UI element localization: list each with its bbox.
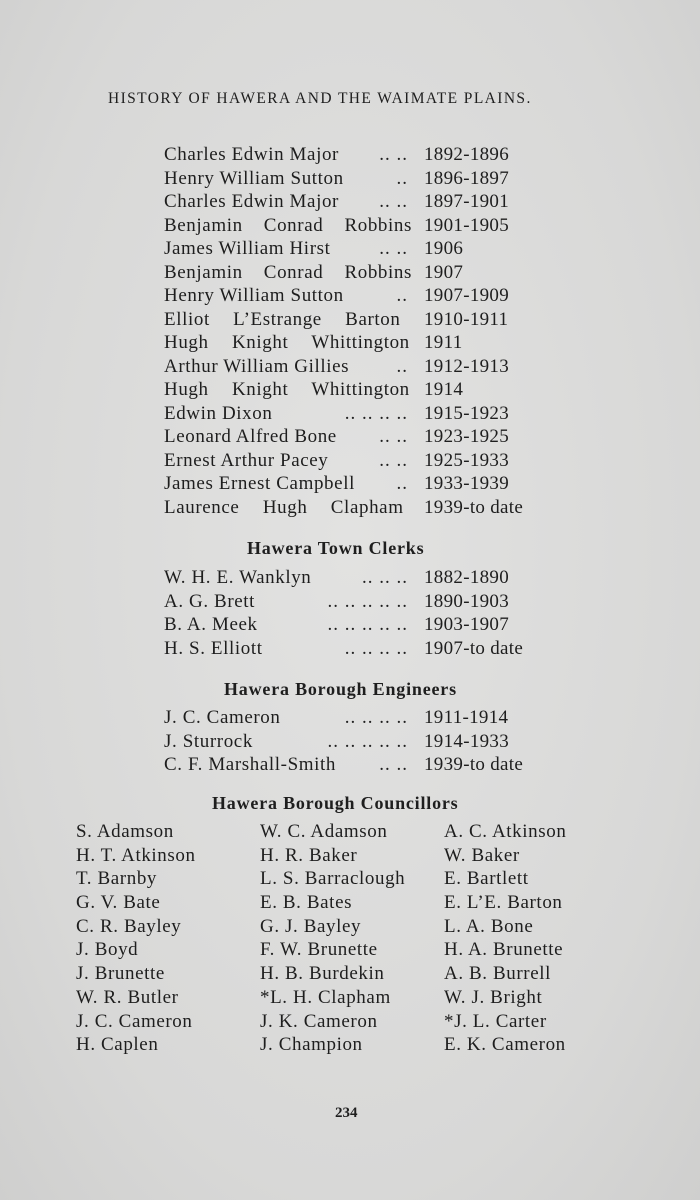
councillor-name: J. C. Cameron [76,1010,193,1032]
councillor-name: W. C. Adamson [260,821,388,842]
councillor-name: J. Champion [260,1034,363,1056]
councillor-name: E. L’E. Barton [444,892,563,914]
councillor-name: L. S. Barraclough [260,868,406,890]
councillor-name: H. A. Brunette [444,939,564,961]
person-name: H. S. Elliott [164,637,263,659]
councillor-name: W. J. Bright [444,986,543,1008]
councillor-name: G. V. Bate [76,892,161,914]
term-years: 1923-1925 [424,426,510,447]
borough-engineers-heading: Hawera Borough Engineers [224,679,457,699]
leader-dots: .. .. .. [362,567,408,588]
term-years: 1903-1907 [424,614,510,635]
leader-dots: .. [396,285,408,306]
councillor-name: S. Adamson [76,821,174,842]
term-years: 1912-1913 [424,355,510,377]
councillor-name: J. K. Cameron [260,1010,378,1032]
councillor-name: *L. H. Clapham [260,986,391,1008]
person-name: James Ernest Campbell [164,473,355,494]
councillor-name: G. J. Bayley [260,915,362,937]
term-years: 1897-1901 [424,191,510,212]
person-name: Hugh Knight Whittington [164,379,410,400]
person-name: Hugh Knight Whittington [164,332,410,353]
leader-dots: .. [396,167,408,189]
councillor-name: W. Baker [444,844,520,866]
term-years: 1914-1933 [424,730,510,752]
person-name: Laurence Hugh Clapham [164,496,404,518]
person-name: Benjamin Conrad Robbins [164,261,412,283]
councillor-name: A. C. Atkinson [444,821,567,842]
leader-dots: .. .. [379,449,408,471]
person-name: Leonard Alfred Bone [164,426,337,447]
leader-dots: .. [396,355,408,377]
councillor-name: E. Bartlett [444,868,529,890]
term-years: 1925-1933 [424,449,510,471]
councillor-name: W. R. Butler [76,986,179,1008]
person-name: Charles Edwin Major [164,191,339,212]
term-years: 1915-1923 [424,402,510,424]
term-years: 1911-1914 [424,707,509,728]
town-clerks-heading: Hawera Town Clerks [247,538,425,558]
person-name: Henry William Sutton [164,167,344,189]
councillor-name: E. B. Bates [260,892,353,914]
leader-dots: .. .. .. .. [344,637,408,659]
term-years: 1939-to date [424,754,524,775]
person-name: J. C. Cameron [164,707,281,728]
person-name: Charles Edwin Major [164,144,339,165]
term-years: 1892-1896 [424,144,510,165]
term-years: 1907-to date [424,637,524,659]
councillor-name: J. Brunette [76,963,165,985]
leader-dots: .. .. .. .. .. [327,590,408,612]
person-name: Benjamin Conrad Robbins [164,214,412,236]
councillor-name: H. Caplen [76,1034,159,1056]
person-name: Ernest Arthur Pacey [164,449,329,471]
councillors-column-1 [76,821,196,1058]
councillor-name: H. B. Burdekin [260,963,385,985]
term-years: 1907 [424,261,464,283]
leader-dots: .. .. .. .. [344,707,408,728]
leader-dots: .. .. [379,426,408,447]
term-years: 1914 [424,379,464,400]
person-name: C. F. Marshall-Smith [164,754,336,775]
term-years: 1933-1939 [424,473,510,494]
councillor-name: E. K. Cameron [444,1034,566,1056]
leader-dots: .. .. [379,238,408,259]
leader-dots: .. .. [379,191,408,212]
term-years: 1907-1909 [424,285,510,306]
term-years: 1939-to date [424,496,524,518]
leader-dots: .. .. .. .. .. [327,730,408,752]
leader-dots: .. .. [379,754,408,775]
leader-dots: .. [396,473,408,494]
term-years: 1911 [424,332,463,353]
person-name: B. A. Meek [164,614,258,635]
councillors-column-2 [260,821,405,1058]
councillor-name: F. W. Brunette [260,939,378,961]
councillor-name: J. Boyd [76,939,139,961]
councillor-name: A. B. Burrell [444,963,552,985]
person-name: W. H. E. Wanklyn [164,567,312,588]
person-name: Arthur William Gillies [164,355,350,377]
leader-dots: .. .. [379,144,408,165]
leader-dots: .. .. .. .. [344,402,408,424]
term-years: 1890-1903 [424,590,510,612]
councillor-name: H. T. Atkinson [76,844,196,866]
person-name: J. Sturrock [164,730,253,752]
term-years: 1906 [424,238,464,259]
person-name: Elliot L’Estrange Barton [164,308,401,330]
term-years: 1896-1897 [424,167,510,189]
person-name: Henry William Sutton [164,285,344,306]
term-years: 1901-1905 [424,214,510,236]
borough-councillors-heading: Hawera Borough Councillors [212,793,459,813]
running-head: HISTORY OF HAWERA AND THE WAIMATE PLAINS. [108,90,532,107]
term-years: 1882-1890 [424,567,510,588]
councillor-name: H. R. Baker [260,844,358,866]
councillor-name: T. Barnby [76,868,158,890]
councillors-column-3 [444,821,566,1058]
person-name: A. G. Brett [164,590,256,612]
councillor-name: L. A. Bone [444,915,534,937]
term-years: 1910-1911 [424,308,509,330]
person-name: Edwin Dixon [164,402,273,424]
leader-dots: .. .. .. .. .. [327,614,408,635]
councillor-name: C. R. Bayley [76,915,182,937]
page-number: 234 [335,1105,358,1121]
person-name: James William Hirst [164,238,331,259]
councillor-name: *J. L. Carter [444,1010,547,1032]
